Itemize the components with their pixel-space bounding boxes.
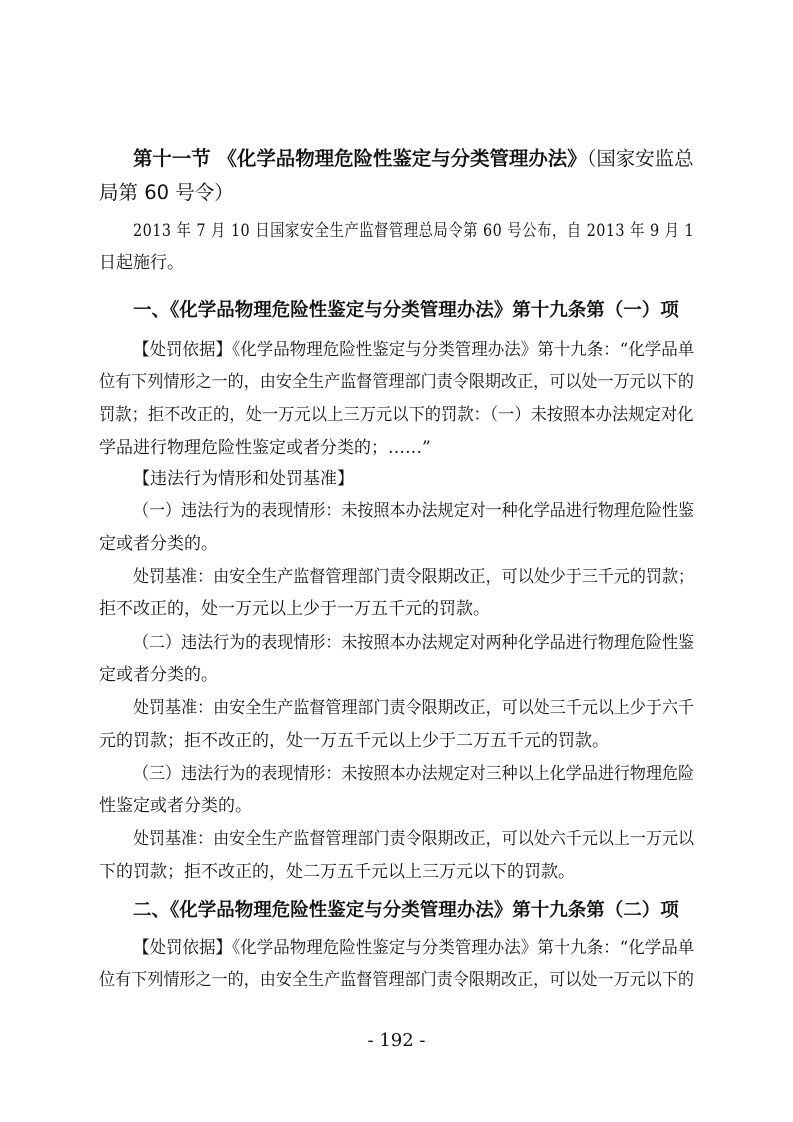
penalty-basis-line: 位有下列情形之一的，由安全生产监督管理部门责令限期改正，可以处一万元以下的: [99, 970, 694, 990]
penalty-standard-line: 拒不改正的，处一万元以上少于一万五千元的罚款。: [99, 599, 490, 619]
section-title-main: 第十一节 《化学品物理危险性鉴定与分类管理办法》: [133, 147, 587, 170]
case-line: （二）违法行为的表现情形：未按照本办法规定对两种化学品进行物理危险性鉴: [133, 633, 695, 653]
penalty-standard-line: 元的罚款；拒不改正的，处一万五千元以上少于二万五千元的罚款。: [99, 731, 609, 751]
intro-line: 2013 年 7 月 10 日国家安全生产监督管理总局令第 60 号公布，自 2013 年 9 月 1: [133, 221, 695, 241]
penalty-standard-line: 处罚基准：由安全生产监督管理部门责令限期改正，可以处六千元以上一万元以: [133, 829, 695, 849]
case-line: 定或者分类的。: [99, 534, 218, 554]
page-number: - 192 -: [367, 1030, 426, 1051]
case-line: 性鉴定或者分类的。: [99, 796, 252, 816]
penalty-basis-line: 学品进行物理危险性鉴定或者分类的；……”: [99, 438, 431, 458]
case-line: 定或者分类的。: [99, 665, 218, 685]
case-line: （三）违法行为的表现情形：未按照本办法规定对三种以上化学品进行物理危险: [133, 764, 695, 784]
penalty-standard-line: 处罚基准：由安全生产监督管理部门责令限期改正，可以处三千元以上少于六千: [133, 698, 695, 718]
section-title: [133, 146, 694, 172]
penalty-basis-line: 罚款；拒不改正的，处一万元以上三万元以下的罚款：（一）未按照本办法规定对化: [99, 405, 694, 425]
item-heading: 一、《化学品物理危险性鉴定与分类管理办法》第十九条第（一）项: [133, 300, 679, 321]
standard-title: 【违法行为情形和处罚基准】: [133, 469, 354, 489]
item-heading: 二、《化学品物理危险性鉴定与分类管理办法》第十九条第（二）项: [133, 900, 679, 921]
section-title-line2: 局第 60 号令）: [99, 181, 234, 204]
intro-line: 日起施行。: [99, 253, 184, 273]
penalty-basis-line: 【处罚依据】《化学品物理危险性鉴定与分类管理办法》第十九条：“化学品单: [133, 938, 695, 958]
section-title-paren: （国家安监总: [586, 147, 694, 170]
penalty-basis-line: 【处罚依据】《化学品物理危险性鉴定与分类管理办法》第十九条：“化学品单: [133, 340, 695, 360]
case-line: （一）违法行为的表现情形：未按照本办法规定对一种化学品进行物理危险性鉴: [133, 501, 695, 521]
penalty-standard-line: 下的罚款；拒不改正的，处二万五千元以上三万元以下的罚款。: [99, 862, 575, 882]
penalty-standard-line: 处罚基准：由安全生产监督管理部门责令限期改正，可以处少于三千元的罚款；: [133, 567, 695, 587]
penalty-basis-line: 位有下列情形之一的，由安全生产监督管理部门责令限期改正，可以处一万元以下的: [99, 372, 694, 392]
